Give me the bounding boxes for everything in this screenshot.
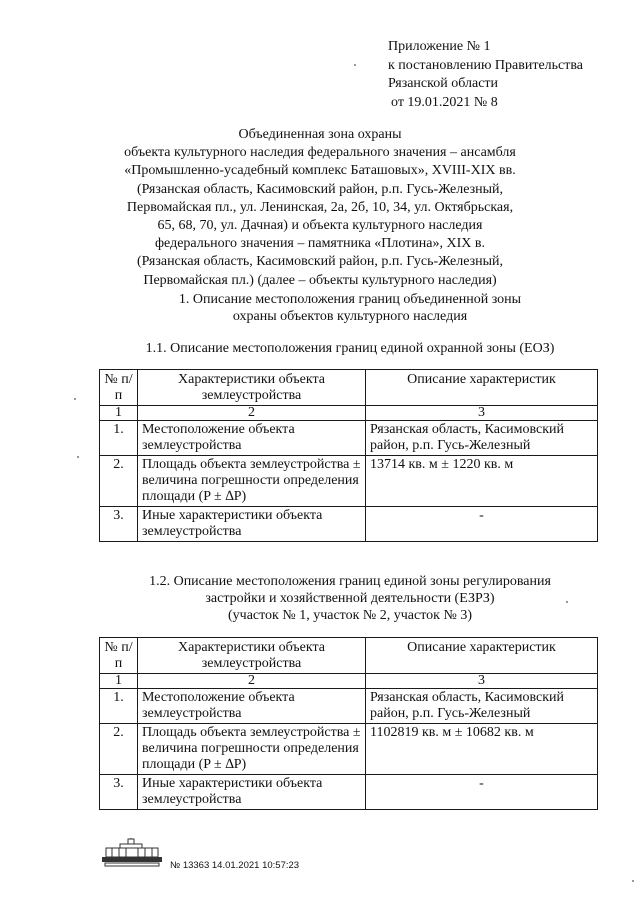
table-row — [100, 456, 598, 507]
title-line: Первомайская пл.) (далее – объекты культурного наследия) — [143, 272, 497, 288]
scan-speck — [632, 880, 634, 882]
section-1-2-heading — [100, 573, 600, 624]
row-characteristic: Местоположение объекта землеустройства — [138, 689, 366, 724]
approval-line-3: Рязанской области — [388, 76, 499, 91]
title-line: (Рязанская область, Касимовский район, р.п. Гусь-Железный, — [136, 254, 504, 270]
title-line: (Рязанская область, Касимовский район, р.п. Гусь-Железный, — [136, 181, 504, 197]
section-1-1-heading — [100, 340, 600, 357]
approval-block — [388, 38, 628, 112]
eoz-table — [99, 369, 598, 542]
document-title — [100, 126, 540, 290]
section-1-1-title: 1.1. Описание местоположения границ единой охранной зоны (ЕОЗ) — [145, 341, 555, 356]
title-line: 65, 68, 70, ул. Дачная) и объекта культурного наследия — [157, 218, 483, 234]
header-characteristics: Характеристики объекта землеустройства — [138, 638, 366, 674]
row-description: Рязанская область, Касимовский район, р.п. Гусь-Железный — [366, 421, 598, 456]
row-num: 3. — [100, 775, 138, 810]
table-index-row — [100, 674, 598, 689]
index-cell: 1 — [100, 406, 138, 421]
section-1-line-1: 1. Описание местоположения границ объединенной зоны — [178, 292, 522, 307]
ezrz-table — [99, 637, 598, 810]
row-description: Рязанская область, Касимовский район, р.п. Гусь-Железный — [366, 689, 598, 724]
row-num: 1. — [100, 689, 138, 724]
row-description: 1102819 кв. м ± 10682 кв. м — [366, 724, 598, 775]
index-cell: 2 — [138, 406, 366, 421]
index-cell: 3 — [366, 406, 598, 421]
header-num: № п/п — [100, 370, 138, 406]
title-line: Объединенная зона охраны — [238, 127, 402, 142]
index-cell: 1 — [100, 674, 138, 689]
row-description: 13714 кв. м ± 1220 кв. м — [366, 456, 598, 507]
approval-line-2: к постановлению Правительства — [388, 57, 584, 73]
table-header-row — [100, 638, 598, 674]
header-characteristics: Характеристики объекта землеустройства — [138, 370, 366, 406]
row-characteristic: Иные характеристики объекта землеустройства — [138, 775, 366, 810]
scan-speck — [566, 601, 568, 603]
row-characteristic: Иные характеристики объекта землеустройства — [138, 507, 366, 542]
index-cell: 2 — [138, 674, 366, 689]
title-line: «Промышленно-усадебный комплекс Баташовых», XVIII-XIX вв. — [124, 163, 516, 179]
section-1-2-line-2: застройки и хозяйственной деятельности (ЕЗРЗ) — [205, 591, 495, 606]
row-characteristic: Площадь объекта землеустройства ± величина погрешности определения площади (P ± ∆P) — [138, 456, 366, 507]
table-index-row — [100, 406, 598, 421]
header-description: Описание характеристик — [366, 638, 598, 674]
table-header-row — [100, 370, 598, 406]
section-1-2-line-3: (участок № 1, участок № 2, участок № 3) — [227, 608, 472, 623]
scan-speck — [77, 456, 79, 458]
row-num: 2. — [100, 456, 138, 507]
row-characteristic: Местоположение объекта землеустройства — [138, 421, 366, 456]
table-row — [100, 507, 598, 542]
row-characteristic: Площадь объекта землеустройства ± величина погрешности определения площади (P ± ∆P) — [138, 724, 366, 775]
table-row — [100, 421, 598, 456]
header-num: № п/п — [100, 638, 138, 674]
row-num: 2. — [100, 724, 138, 775]
scan-speck — [354, 64, 356, 66]
title-line: Первомайская пл., ул. Ленинская, 2а, 2б, 10, 34, ул. Октябрьская, — [126, 199, 514, 215]
table-row — [100, 775, 598, 810]
registration-stamp-icon — [102, 838, 164, 874]
approval-date: от 19.01.2021 № 8 — [391, 94, 498, 110]
approval-line-1: Приложение № 1 — [388, 39, 491, 54]
row-num: 1. — [100, 421, 138, 456]
row-description: - — [366, 775, 598, 810]
row-num: 3. — [100, 507, 138, 542]
section-1-line-2: охраны объектов культурного наследия — [232, 309, 468, 324]
index-cell: 3 — [366, 674, 598, 689]
table-row — [100, 689, 598, 724]
section-1-2-line-1: 1.2. Описание местоположения границ единой зоны регулирования — [149, 574, 551, 589]
row-description: - — [366, 507, 598, 542]
header-description: Описание характеристик — [366, 370, 598, 406]
scan-speck — [74, 398, 76, 400]
title-line: федерального значения – памятника «Плотина», XIX в. — [154, 236, 486, 252]
registration-number: № 13363 14.01.2021 10:57:23 — [170, 860, 300, 871]
section-1-heading — [100, 291, 600, 325]
title-line: объекта культурного наследия федерального значения – ансамбля — [124, 145, 516, 161]
table-row — [100, 724, 598, 775]
